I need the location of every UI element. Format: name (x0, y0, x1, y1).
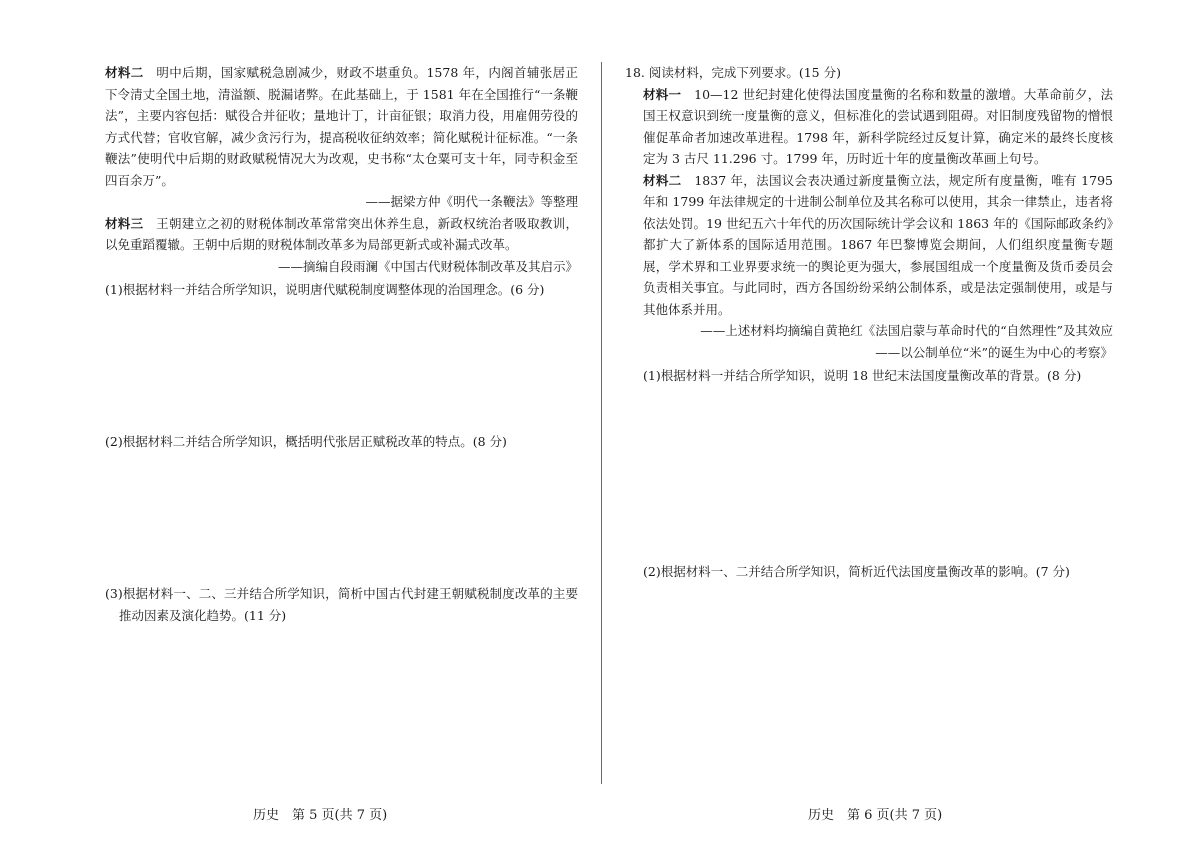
question-1: (1)根据材料一并结合所学知识，说明唐代赋税制度调整体现的治国理念。(6 分) (105, 282, 545, 297)
material-two-paragraph (105, 62, 578, 191)
material-two-text-right: 1837 年，法国议会表决通过新度量衡立法，规定所有度量衡，唯有 1795 年和 1799 年法律规定的十进制公制单位及其名称可以使用，其余一律禁止，违者将依法处罚。19 世纪五六十年代的历次国际统计学会议和 1863 年的《国际邮政条约》都扩大了新体系的国际适用范围。1867 年巴黎博览会期间，人们组织度量衡专题展，学术界和工业界要求统一的舆论更为强大，参展国组成一个度量衡及货币委员会负责相关事宜。与此同时，西方各国纷纷采纳公制体系，或是法定强制使用，或是与其他体系并用。 (643, 172, 1113, 317)
material-three-source: ——摘编自段雨澜《中国古代财税体制改革及其启示》 (277, 258, 578, 274)
answer-space-1[interactable] (105, 301, 578, 429)
material-one-text: 10—12 世纪封建化使得法国度量衡的名称和数量的激增。大革命前夕，法国王权意识到统一度量衡的意义，但标准化的尝试遇到阻碍。对旧制度残留物的憎恨催促革命者加速改革进程。1798 年，新科学院经过反复计算，确定米的最终长度核定为 3 古尺 11.296 寸。1799 年，历时近十年的度量衡改革画上句号。 (643, 86, 1113, 166)
source-line-1: ——上述材料均摘编自黄艳红《法国启蒙与革命时代的“自然理性”及其效应 (700, 323, 1113, 338)
material-three-label: 材料三 (105, 215, 144, 231)
right-column (625, 62, 1113, 582)
page-divider (601, 62, 602, 784)
material-two-label: 材料二 (105, 65, 144, 80)
material-one-label: 材料一 (643, 86, 682, 102)
material-one-paragraph (625, 84, 1113, 170)
footer-page-5: 历史 第 5 页(共 7 页) (253, 808, 388, 823)
material-two-source: ——据梁方仲《明代一条鞭法》等整理 (365, 194, 578, 209)
material-three-text: 王朝建立之初的财税体制改革常常突出休养生息，新政权统治者吸取教训，以免重蹈覆辙。王朝中后期的财税体制改革多为局部更新式或补漏式改革。 (105, 215, 578, 252)
material-two-paragraph-right (625, 170, 1113, 321)
material-two-label-right: 材料二 (643, 172, 682, 188)
question-18-1: (1)根据材料一并结合所学知识，说明 18 世纪末法国度量衡改革的背景。(8 分) (643, 368, 1082, 383)
material-two-text: 明中后期，国家赋税急剧减少，财政不堪重负。1578 年，内阁首辅张居正下令清丈全国土地，清溢额、脱漏诸弊。在此基础上，于 1581 年在全国推行“一条鞭法”，主要内容包括：赋役合并征收；量地计丁，计亩征银；取消力役，用雇佣劳役的方式代替；官收官解，减少贪污行为，提高税收征纳效率；简化赋税计征标准。“一条鞭法”使明代中后期的财政赋税情况大为改观，史书称“太仓粟可支十年，同寺积金至四百余万”。 (105, 65, 578, 188)
left-column (105, 62, 578, 626)
footer-page-6: 历史 第 6 页(共 7 页) (808, 808, 943, 823)
question-18-heading: 18. 阅读材料，完成下列要求。(15 分) (625, 65, 841, 80)
source-line-2: ——以公制单位“米”的诞生为中心的考察》 (875, 344, 1113, 360)
answer-space-18-1[interactable] (625, 387, 1113, 559)
question-2: (2)根据材料二并结合所学知识，概括明代张居正赋税改革的特点。(8 分) (105, 433, 507, 449)
question-3: (3)根据材料一、二、三并结合所学知识，简析中国古代封建王朝赋税制度改革的主要推动因素及演化趋势。(11 分) (105, 586, 578, 623)
material-three-paragraph (105, 213, 578, 256)
question-18-2: (2)根据材料一、二并结合所学知识，简析近代法国度量衡改革的影响。(7 分) (643, 563, 1070, 579)
answer-space-2[interactable] (105, 452, 578, 581)
